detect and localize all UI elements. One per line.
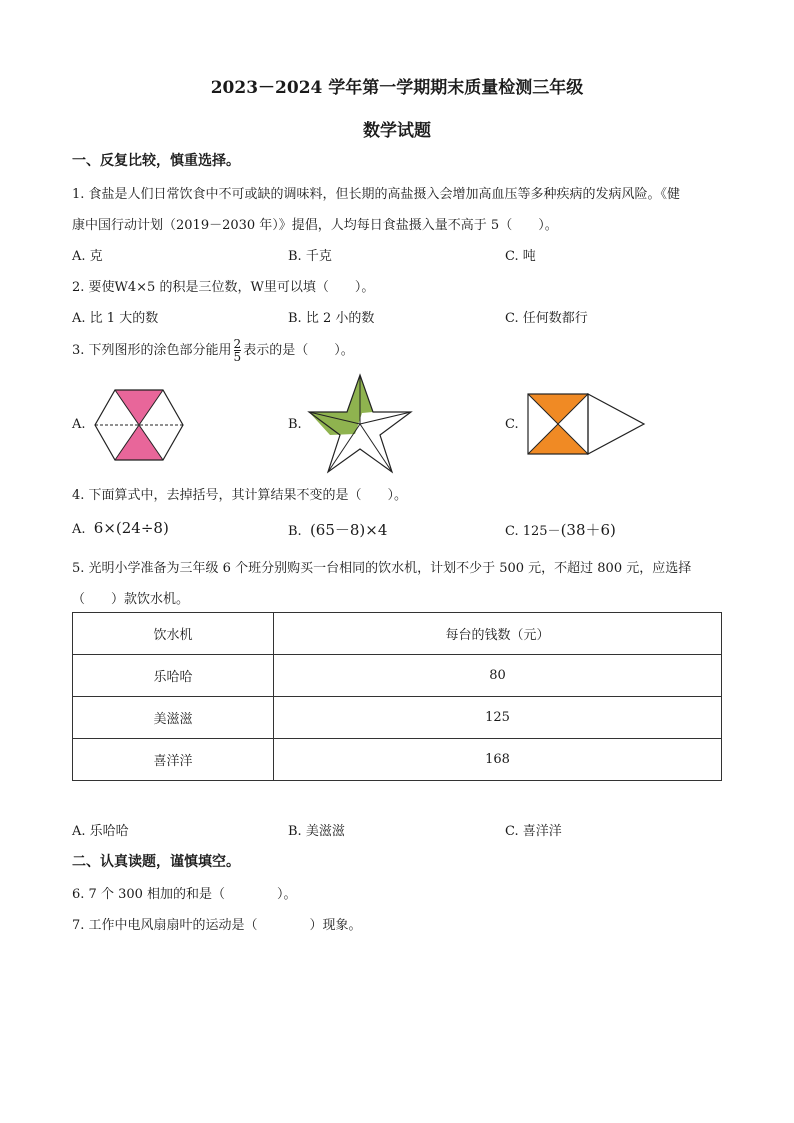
q7-text: 7. 工作中电风扇扇叶的运动是（ ）现象。: [72, 918, 362, 933]
q4-option-c-label: C. 125－: [505, 524, 561, 539]
q4-expr-c: (38＋6): [560, 521, 616, 539]
q3-option-b[interactable]: B.: [288, 417, 302, 432]
q3-frac-num: 2: [233, 337, 242, 351]
q3-frac-den: 5: [233, 350, 242, 364]
table-row: [73, 739, 722, 781]
q4-expr-b: (65－8)×4: [309, 521, 388, 539]
q2-option-b[interactable]: B. 比 2 小的数: [288, 311, 375, 326]
q4-option-a[interactable]: [72, 519, 169, 537]
q5-line2: （ ）款饮水机。: [72, 592, 190, 607]
q5-line1: 5. 光明小学准备为三年级 6 个班分别购买一台相同的饮水机，计划不少于 500 元，不超过 800 元，应选择: [72, 561, 692, 576]
table-cell-price: 80: [274, 655, 722, 697]
q4-option-b-label: B.: [288, 524, 302, 539]
table-header-machine: 饮水机: [73, 613, 274, 655]
q5-option-c[interactable]: C. 喜洋洋: [505, 824, 562, 839]
q3-option-c[interactable]: C.: [505, 417, 519, 432]
square-triangle-figure[interactable]: [527, 393, 645, 455]
q1-option-c[interactable]: C. 吨: [505, 249, 536, 264]
star-figure[interactable]: [307, 375, 413, 474]
q5-option-a[interactable]: A. 乐哈哈: [72, 824, 129, 839]
q1-option-b[interactable]: B. 千克: [288, 249, 332, 264]
section-2-heading: 二、认真读题，谨慎填空。: [72, 854, 240, 870]
table-cell-name: 美滋滋: [73, 697, 274, 739]
table-header-price: 每台的钱数（元）: [274, 613, 722, 655]
q2-text: 2. 要使W4×5 的积是三位数，W里可以填（ ）。: [72, 280, 375, 295]
q2-option-c[interactable]: C. 任何数都行: [505, 311, 588, 326]
table-cell-price: 168: [274, 739, 722, 781]
q5-option-b[interactable]: B. 美滋滋: [288, 824, 345, 839]
q3-prefix: 3. 下列图形的涂色部分能用: [72, 343, 232, 358]
table-row: [73, 697, 722, 739]
price-table: [72, 612, 722, 781]
table-cell-name: 喜洋洋: [73, 739, 274, 781]
table-cell-name: 乐哈哈: [73, 655, 274, 697]
page-subtitle: 数学试题: [363, 121, 431, 141]
q4-expr-a: 6×(24÷8): [93, 519, 169, 537]
q4-option-b[interactable]: [288, 519, 387, 540]
q1-line1: 1. 食盐是人们日常饮食中不可或缺的调味料，但长期的高盐摄入会增加高血压等多种疾病的发病风险。《健: [72, 187, 681, 202]
page-title: 2023－2024 学年第一学期期末质量检测三年级: [210, 78, 584, 98]
q3-option-a[interactable]: A.: [72, 417, 86, 432]
q2-option-a[interactable]: A. 比 1 大的数: [72, 311, 159, 326]
table-header-row: [73, 613, 722, 655]
table-cell-price: 125: [274, 697, 722, 739]
hexagon-figure[interactable]: [94, 389, 184, 461]
q3-text: [72, 334, 354, 368]
q3-fraction: [234, 338, 242, 363]
q4-text: 4. 下面算式中，去掉括号，其计算结果不变的是（ ）。: [72, 488, 408, 503]
q1-line2: 康中国行动计划（2019－2030 年）》提倡，人均每日食盐摄入量不高于 5（ ）。: [72, 218, 558, 233]
q4-option-a-label: A.: [72, 522, 86, 537]
table-row: [73, 655, 722, 697]
section-1-heading: 一、反复比较，慎重选择。: [72, 153, 240, 169]
q6-text: 6. 7 个 300 相加的和是（ ）。: [72, 887, 297, 902]
q3-suffix: 表示的是（ ）。: [243, 343, 354, 358]
q4-option-c[interactable]: [505, 519, 616, 540]
q1-option-a[interactable]: A. 克: [72, 249, 103, 264]
